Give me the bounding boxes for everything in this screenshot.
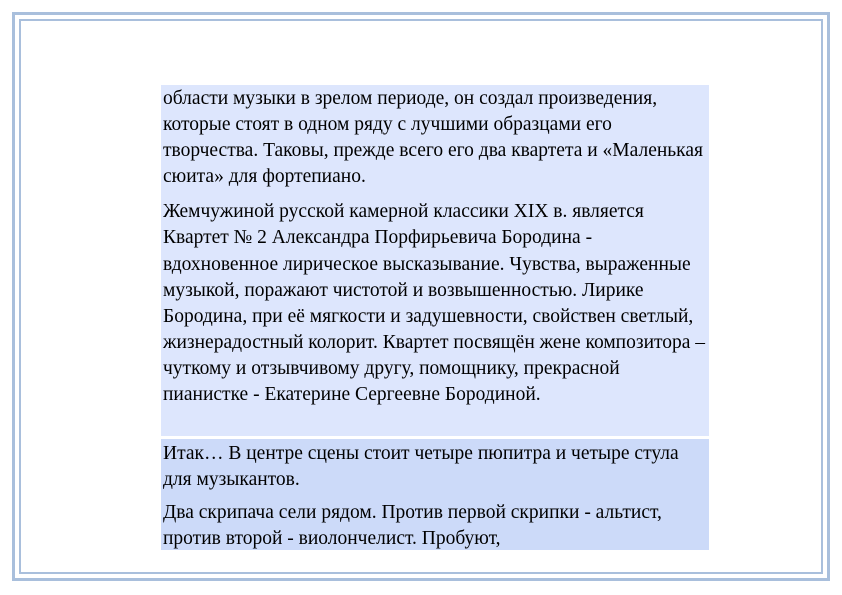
paragraph-mature-period: области музыки в зрелом периоде, он создал произведения, которые стоят в одном ряду с лучшими образцами его творчества. Таковы, прежде всего его два квартета и «Маленькая сюита» для фортепиано.: [163, 88, 703, 188]
text-block-stage-scene: [161, 439, 709, 550]
text-block-borodin-intro: [161, 85, 709, 436]
paragraph-stage-setup: Итак… В центре сцены стоит четыре пюпитра и четыре стула для музыкантов.: [163, 443, 679, 491]
paragraph-quartet-no2: Жемчужиной русской камерной классики XIX в. является Квартет № 2 Александра Порфирьевича Бородина - вдохновенное лирическое высказывание. Чувства, выраженные музыкой, поражают чистотой и возвышенностью. Лирике Бородина, при её мягкости и задушевности, свойствен светлый, жизнерадостный колорит. Квартет посвящён жене композитора – чуткому и отзывчивому другу, помощнику, прекрасной пианистке - Екатерине Сергеевне Бородиной.: [163, 201, 706, 406]
paragraph-musicians-seated: Два скрипача сели рядом. Против первой скрипки - альтист, против второй - виолончелист. Пробуют,: [163, 502, 662, 550]
